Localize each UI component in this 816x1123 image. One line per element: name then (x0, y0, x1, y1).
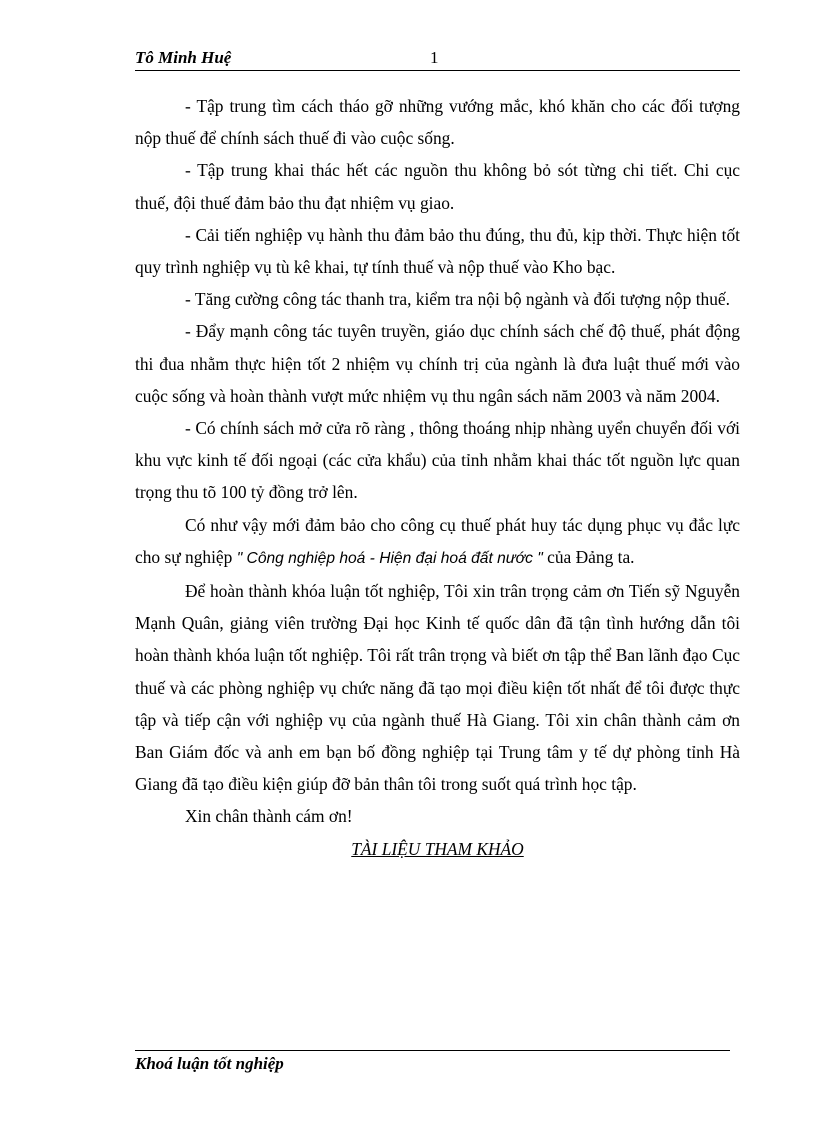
header-author: Tô Minh Huệ (135, 48, 232, 67)
closing-line: Xin chân thành cám ơn! (185, 806, 353, 827)
footer-divider (135, 1050, 730, 1051)
conclusion-ending: của Đảng ta. (542, 546, 635, 567)
document-body (135, 90, 740, 865)
bullet-paragraph: - Đẩy mạnh công tác tuyên truyền, giáo dục chính sách chế độ thuế, phát động thi đua nhằm thực hiện tốt 2 nhiệm vụ chính trị của ngành là đưa luật thuế mới vào cuộc sống và hoàn thành vượt mức nhiệm vụ thu ngân sách năm 2003 và năm 2004. (135, 321, 740, 406)
bullet-paragraph: - Tập trung tìm cách tháo gỡ những vướng mắc, khó khăn cho các đối tượng nộp thuế để chính sách thuế đi vào cuộc sống. (135, 96, 740, 149)
footer-text: Khoá luận tốt nghiệp (135, 1054, 284, 1073)
conclusion-text: Có như vậy mới đảm bảo cho công cụ thuế phát huy tác dụng phục vụ đắc lực cho sự nghiệp (135, 514, 740, 567)
bullet-paragraph: - Tập trung khai thác hết các nguồn thu không bỏ sót từng chi tiết. Chi cục thuế, đội thuế đảm bảo thu đạt nhiệm vụ giao. (135, 160, 740, 213)
conclusion-paragraph (135, 509, 740, 575)
page-header (135, 48, 740, 71)
bullet-paragraph: - Tăng cường công tác thanh tra, kiểm tra nội bộ ngành và đối tượng nộp thuế. (185, 289, 730, 310)
references-heading: TÀI LIỆU THAM KHẢO (351, 838, 524, 859)
conclusion-quote: " Công nghiệp hoá - Hiện đại hoá đất nước " (236, 549, 543, 567)
bullet-paragraph: - Cải tiến nghiệp vụ hành thu đảm bảo thu đúng, thu đủ, kịp thời. Thực hiện tốt quy trình nghiệp vụ tù kê khai, tự tính thuế và nộp thuế vào Kho bạc. (135, 224, 740, 278)
acknowledgement-paragraph: Để hoàn thành khóa luận tốt nghiệp, Tôi xin trân trọng cảm ơn Tiến sỹ Nguyễn Mạnh Quân, giảng viên trường Đại học Kinh tế quốc dân đã tận tình hướng dẫn tôi hoàn thành khóa luận tốt nghiệp. Tôi rất trân trọng và biết ơn tập thể Ban lãnh đạo Cục thuế và các phòng nghiệp vụ chức năng đã tạo mọi điều kiện tốt nhất để tôi được thực tập và tiếp cận với nghiệp vụ của ngành thuế Hà Giang. Tôi xin chân thành cảm ơn Ban Giám đốc và anh em bạn bố đồng nghiệp tại Trung tâm y tế dự phòng tỉnh Hà Giang đã tạo điều kiện giúp đỡ bản thân tôi trong suốt quá trình học tập. (135, 581, 740, 795)
bullet-paragraph: - Có chính sách mở cửa rõ ràng , thông thoáng nhịp nhàng uyển chuyển đối với khu vực kinh tế đối ngoại (các cửa khẩu) của tỉnh nhằm khai thác tốt nguồn lực quan trọng thu tõ 100 tỷ đồng trở lên. (135, 418, 740, 503)
page-number: 1 (430, 48, 439, 67)
